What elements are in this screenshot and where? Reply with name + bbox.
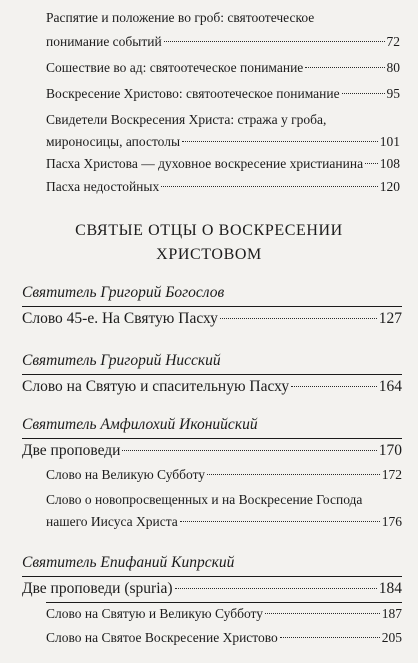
toc-entry-title: Слово на Святую и спасительную Пасху (22, 378, 290, 395)
toc-entry-title: Слово на Святое Воскресение Христово (46, 630, 278, 645)
dot-leader (291, 386, 377, 387)
author-heading: Святитель Григорий Богослов (22, 284, 225, 301)
toc-entry (22, 580, 402, 598)
toc-entry (46, 606, 402, 622)
toc-entry-title: Две проповеди (22, 442, 121, 459)
dot-leader (265, 613, 380, 614)
dot-leader (122, 450, 376, 451)
page-number: 95 (386, 86, 400, 101)
toc-entry (46, 34, 400, 50)
dot-leader (365, 163, 378, 164)
divider (22, 576, 402, 577)
page-number: 172 (381, 467, 402, 482)
toc-entry-title: Пасха Христова — духовное воскресение христианина (46, 156, 364, 171)
toc-entry (22, 442, 402, 460)
divider (46, 602, 402, 603)
toc-entry (46, 630, 402, 646)
page-number: 164 (378, 378, 402, 395)
dot-leader (175, 588, 377, 589)
page-number: 170 (378, 442, 402, 459)
author-heading: Святитель Григорий Нисский (22, 352, 221, 369)
toc-entry-title: Две проповеди (spuria) (22, 580, 173, 597)
toc-entry-title: Слово на Великую Субботу (46, 467, 206, 482)
section-heading: СВЯТЫЕ ОТЦЫ О ВОСКРЕСЕНИИ (75, 222, 343, 239)
divider (22, 438, 402, 439)
toc-entry-continuation: Распятие и положение во гроб: святоотеческое (46, 10, 315, 25)
divider (22, 306, 402, 307)
toc-entry (22, 310, 402, 328)
dot-leader (305, 67, 384, 68)
toc-entry (46, 156, 400, 172)
dot-leader (161, 186, 378, 187)
toc-entry-title: Воскресение Христово: святоотеческое понимание (46, 86, 340, 101)
dot-leader (207, 474, 380, 475)
dot-leader (180, 521, 380, 522)
divider (22, 374, 402, 375)
toc-entry-title: Сошествие во ад: святоотеческое понимание (46, 60, 304, 75)
page-number: 72 (386, 34, 400, 49)
author-heading: Святитель Амфилохий Иконийский (22, 416, 258, 433)
toc-entry-title: Слово на Святую и Великую Субботу (46, 606, 263, 621)
dot-leader (220, 318, 377, 319)
toc-entry-title: мироносицы, апостолы (46, 134, 181, 149)
dot-leader (182, 141, 378, 142)
toc-entry-title: понимание событий (46, 34, 162, 49)
page-number: 176 (381, 514, 402, 529)
page-number: 187 (381, 606, 402, 621)
toc-entry (46, 179, 400, 195)
section-heading: ХРИСТОВОМ (156, 246, 262, 263)
toc-entry-title: нашего Иисуса Христа (46, 514, 178, 529)
author-heading: Святитель Епифаний Кипрский (22, 554, 235, 571)
toc-entry (22, 378, 402, 396)
toc-entry-title: Слово 45-е. На Святую Пасху (22, 310, 218, 327)
toc-entry (46, 514, 402, 530)
toc-entry-title: Пасха недостойных (46, 179, 160, 194)
toc-entry-continuation: Свидетели Воскресения Христа: стража у гроба, (46, 112, 327, 127)
page-number: 120 (379, 179, 400, 194)
toc-entry-continuation: Слово о новопросвещенных и на Воскресение Господа (46, 492, 363, 507)
toc-entry (46, 134, 400, 150)
page-number: 101 (379, 134, 400, 149)
toc-entry (46, 86, 400, 102)
toc-entry (46, 60, 400, 76)
page-number: 80 (386, 60, 400, 75)
page-number: 205 (381, 630, 402, 645)
dot-leader (342, 93, 385, 94)
dot-leader (164, 41, 385, 42)
page-number: 184 (378, 580, 402, 597)
page-number: 127 (378, 310, 402, 327)
dot-leader (280, 637, 380, 638)
toc-entry (46, 467, 402, 483)
page-number: 108 (379, 156, 400, 171)
